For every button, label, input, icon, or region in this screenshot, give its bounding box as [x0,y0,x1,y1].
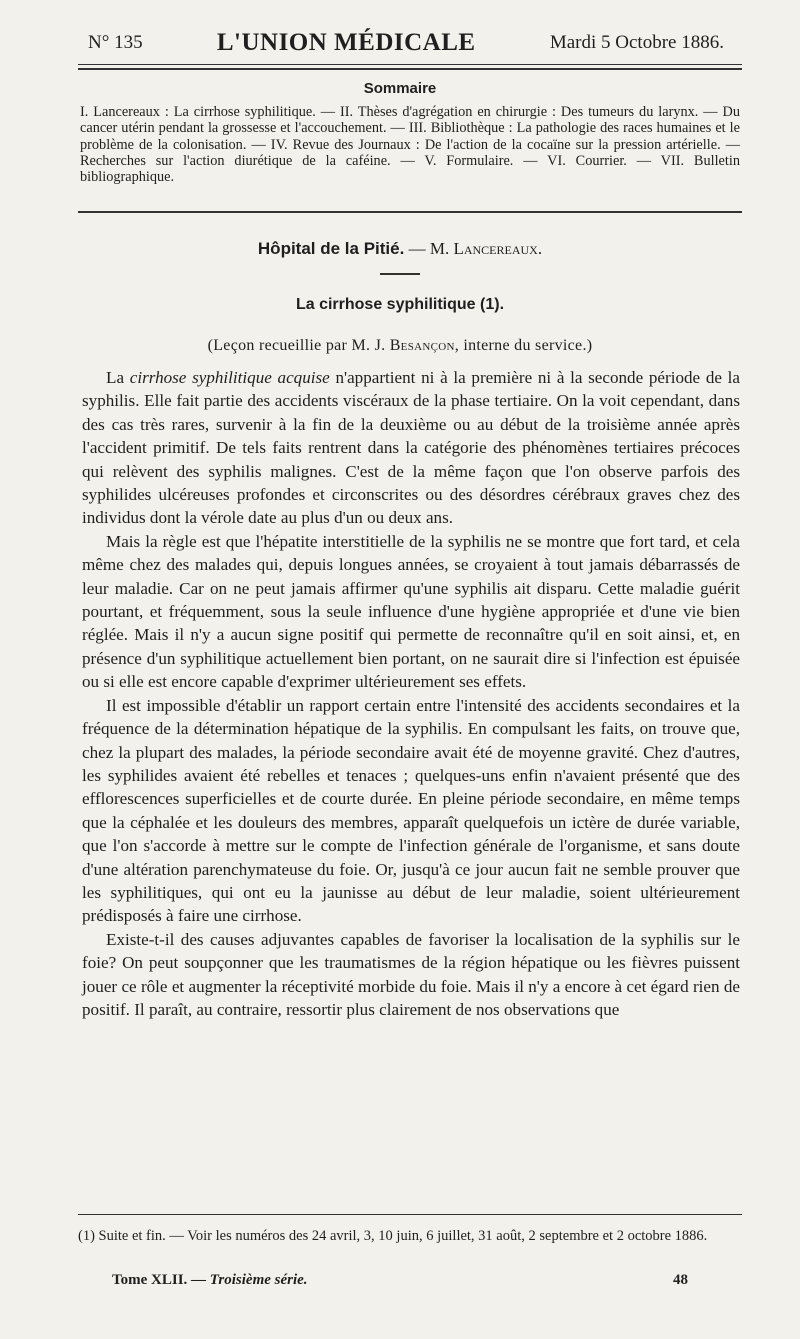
sommaire-rule [78,211,742,213]
article-body [82,366,740,1021]
header-rule [78,64,742,65]
paragraph-1 [82,366,740,530]
hospital-name: Hôpital de la Pitié. [257,239,405,258]
tome-label: Tome XLII. — [112,1272,210,1288]
professor-name: M. Lancereaux. [429,239,543,258]
page-number: 48 [673,1272,688,1288]
section-heading [0,239,800,259]
p1-start: La [106,368,130,387]
paragraph-3: Il est impossible d'établir un rapport certain entre l'intensité des accidents secondaires et la fréquence de la détermination hépatique de la syphilis. En compulsant les faits, on trouve que, chez la plupart des malades, la période secondaire avait été de moyenne gravité. Chez d'autres, les syphilides avaient été rebelles et tenaces ; quelques-uns enfin n'avaient présenté que des efflorescences superficielles et de courte durée. En pleine période secondaire, en même temps que la céphalée et les douleurs des membres, apparaît quelquefois un ictère de durée variable, que l'on s'accorde à mettre sur le compte de l'infection générale de l'organisme, et sans doute d'une altération parenchymateuse du foie. Or, jusqu'à ce jour aucun fait ne semble prouver que les syphilitiques, qui ont eu la jaunisse au début de leur maladie, soient ultérieurement prédisposés à faire une cirrhose. [82,695,740,926]
paragraph-4: Existe-t-il des causes adjuvantes capables de favoriser la localisation de la syphilis sur le foie? On peut soupçonner que les traumatismes de la région hépatique ou les fièvres puissent jouer ce rôle et augmenter la réceptivité morbide du foie. Mais il n'y a encore à cet égard rien de positif. Il paraît, au contraire, ressortir plus clairement de nos observations que [82,929,740,1019]
page-footer [112,1272,688,1292]
tome-info [112,1272,308,1292]
lecon-suffix: , interne du service.) [454,337,593,354]
page-header [88,26,724,60]
sommaire-heading: Sommaire [363,80,437,97]
issue-number: N° 135 [88,32,143,53]
journal-title: L'UNION MÉDICALE [216,29,476,56]
sommaire-text: I. Lancereaux : La cirrhose syphilitique. — II. Thèses d'agrégation en chirurgie : Des tumeurs du larynx. — Du cancer utérin pendant la grossesse et l'accouchement. — III. Bibliothèque : La pathologie des races humaines et le problème de la colonisation. — IV. Revue des Journaux : De l'action de la cocaïne sur la pression artérielle. — Recherches sur l'action diurétique de la caféine. — V. Formulaire. — VI. Courrier. — VII. Bulletin bibliographique. [80,104,740,186]
title-divider [380,273,420,275]
lecon-prefix: (Leçon recueillie par M. J. [207,337,390,354]
footnote: (1) Suite et fin. — Voir les numéros des 24 avril, 3, 10 juin, 6 juillet, 31 août, 2 septembre et 2 octobre 1886. [78,1228,708,1244]
article-title: La cirrhose syphilitique (1). [295,296,505,313]
lecon-author: Besançon [389,337,455,354]
p1-italic: cirrhose syphilitique acquise [129,368,330,387]
serie-label: Troisième série. [209,1272,308,1288]
lecon-credit [0,337,800,355]
section-separator: — [408,239,426,258]
header-rule-double [78,68,742,70]
footnote-rule [78,1214,742,1215]
paragraph-2: Mais la règle est que l'hépatite interstitielle de la syphilis ne se montre que fort tard, et cela même chez des malades qui, depuis longues années, se croyaient à tout jamais débarrassés de leur maladie. Car on ne peut jamais affirmer qu'une syphilis ait disparu. Cette maladie guérit pourtant, et fréquemment, sous la seule influence d'une hygiène appropriée et d'une vie bien réglée. Mais il n'y a aucun signe positif qui permette de reconnaître qu'il en soit ainsi, et, en présence d'un syphilitique actuellement bien portant, on ne saurait dire si l'infection est épuisée ou si elle est encore capable d'exprimer ultérieurement ses effets. [82,531,740,692]
issue-date: Mardi 5 Octobre 1886. [549,32,724,53]
p1-rest: n'appartient ni à la première ni à la seconde période de la syphilis. Elle fait partie des accidents viscéraux de la phase tertiaire. On la voit cependant, dans des cas très rares, survenir à la fin de la deuxième ou au début de la troisième année après l'accident primitif. De tels faits rentrent dans la catégorie des phénomènes tertiaires précoces qui relèvent des syphilis malignes. C'est de la même façon que l'on observe parfois des syphilides ulcéreuses profondes et circonscrites ou des désordres cérébraux graves chez des individus dont la vérole date au plus d'un ou deux ans. [82,368,740,528]
